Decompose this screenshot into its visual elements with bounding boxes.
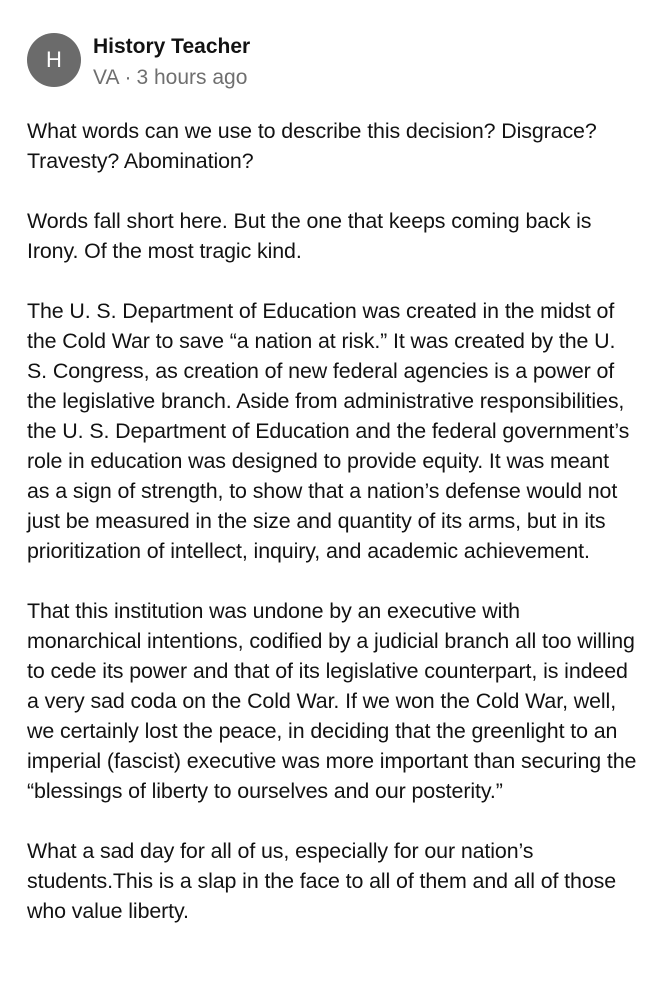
avatar-initial: H	[46, 47, 62, 72]
location: VA	[93, 66, 120, 89]
avatar[interactable]	[27, 33, 81, 87]
comment-meta	[93, 33, 250, 93]
byline-separator: ·	[124, 66, 132, 89]
comment-paragraph: That this institution was undone by an executive with monarchical intentions, codified by a judicial branch all too willing to cede its power and that of its legislative counterpart, is indeed a very sad coda on the Cold War. If we won the Cold War, well, we certainly lost the peace, in deciding that the greenlight to an imperial (fascist) executive was more important than securing the “blessings of liberty to ourselves and our posterity.”	[27, 599, 637, 803]
timestamp: 3 hours ago	[136, 66, 248, 89]
comment-body	[27, 116, 637, 956]
comment-paragraph: Words fall short here. But the one that keeps coming back is Irony. Of the most tragic kind.	[27, 209, 592, 263]
comment-paragraph: The U. S. Department of Education was created in the midst of the Cold War to save “a nation at risk.” It was created by the U. S. Congress, as creation of new federal agencies is a power of the legislative branch. Aside from administrative responsibilities, the U. S. Department of Education and the federal government’s role in education was designed to provide equity. It was meant as a sign of strength, to show that a nation’s defense would not just be measured in the size and quantity of its arms, but in its prioritization of intellect, inquiry, and academic achievement.	[27, 299, 630, 563]
comment-header	[27, 33, 250, 93]
byline	[93, 63, 250, 93]
comment-paragraph: What a sad day for all of us, especially for our nation’s students.This is a slap in the face to all of them and all of those who value liberty.	[27, 839, 617, 923]
comment-paragraph: What words can we use to describe this decision? Disgrace? Travesty? Abomination?	[27, 119, 597, 173]
username[interactable]: History Teacher	[93, 35, 251, 58]
